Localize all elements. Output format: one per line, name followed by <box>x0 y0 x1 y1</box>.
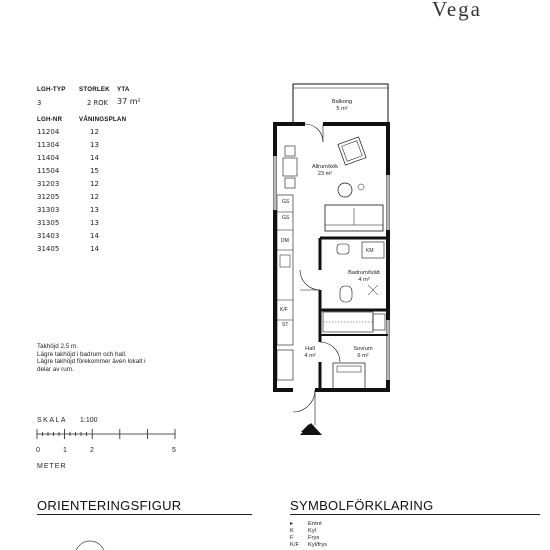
room-balkong: Balkong 5 m² <box>331 99 353 112</box>
table-row: 31205 12 <box>37 193 99 201</box>
table-row: 31303 13 <box>37 206 99 214</box>
legend-title: SYMBOLFÖRKLARING <box>290 498 434 513</box>
table-row: 31403 14 <box>37 232 99 240</box>
table-row: 31305 13 <box>37 219 99 227</box>
orientation-compass <box>70 538 110 550</box>
orientation-title: ORIENTERINGSFIGUR <box>37 498 182 513</box>
room-hall: Hall 4 m² <box>304 346 316 359</box>
label-km: KM <box>366 248 374 254</box>
storlek-value: 2 ROK <box>87 99 109 107</box>
brand-logo: Vega <box>432 0 482 21</box>
table-row: 11404 14 <box>37 154 99 162</box>
scale-label: SKALA <box>37 417 68 424</box>
header-yta: YTA <box>117 86 130 93</box>
label-st: ST <box>282 322 289 328</box>
header-vaningsplan: VÅNINGSPLAN <box>79 116 127 123</box>
label-gs: GS <box>282 215 290 221</box>
legend-divider <box>290 514 540 515</box>
scale-ratio: 1:100 <box>80 417 98 424</box>
room-sovrum: Sovrum 6 m² <box>353 346 373 359</box>
floor-plan <box>265 80 400 440</box>
table-row: 11204 12 <box>37 128 99 136</box>
scale-bar <box>36 426 178 446</box>
legend-item: K/F Kyl/frys <box>290 542 328 548</box>
entrance-arrow-icon <box>300 422 322 436</box>
scale-tick-label: 0 <box>36 447 40 454</box>
label-gs: GS <box>282 199 290 205</box>
scale-unit: METER <box>37 463 67 470</box>
header-storlek: STORLEK <box>79 86 110 93</box>
scale-tick-label: 2 <box>90 447 94 454</box>
table-row: 31203 12 <box>37 180 99 188</box>
orientation-divider <box>37 514 252 515</box>
table-row: 11504 15 <box>37 167 99 175</box>
table-row: 11304 13 <box>37 141 99 149</box>
scale-tick-label: 1 <box>63 447 67 454</box>
label-kf: K/F <box>280 307 288 313</box>
lgh-typ-value: 3 <box>37 99 42 107</box>
header-lgh-typ: LGH-TYP <box>37 86 66 93</box>
scale-tick-label: 5 <box>172 447 176 454</box>
header-lgh-nr: LGH-NR <box>37 116 63 123</box>
ceiling-notes: Takhöjd 2,5 m. Lägre takhöjd i badrum och hall. Lägre takhöjd förekommer även lokalt i delar av rum. <box>37 343 146 373</box>
table-row: 31405 14 <box>37 245 99 253</box>
label-dm: DM <box>281 238 289 244</box>
legend-item: F Frys <box>290 535 320 541</box>
room-allrum-kok: Allrum/kök 23 m² <box>311 164 339 177</box>
legend-item: K Kyl <box>290 528 317 534</box>
legend-item: ▸ Entré <box>290 521 322 527</box>
room-badrum: Badrum/tvätt 4 m² <box>348 270 380 283</box>
yta-value: 37 m² <box>117 97 141 106</box>
